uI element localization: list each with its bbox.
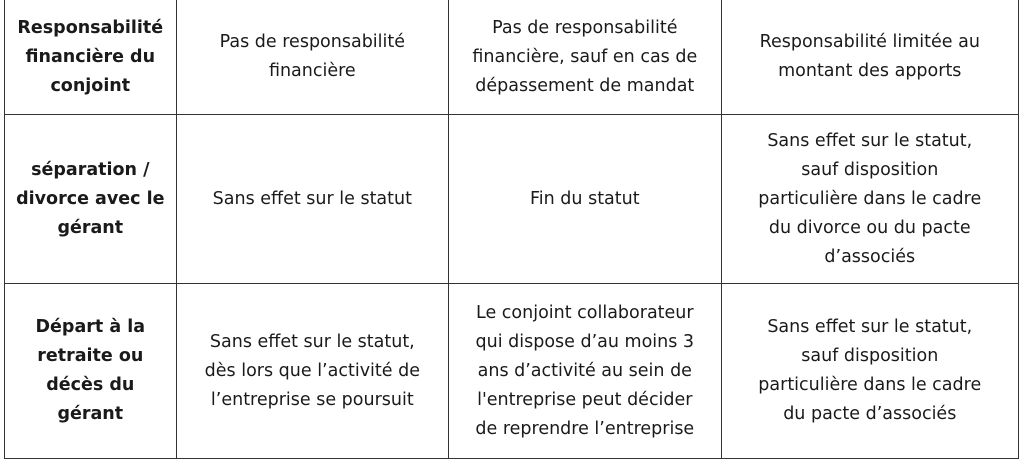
row-header: Responsabilité financière du conjoint <box>5 0 177 115</box>
table-cell: Sans effet sur le statut, sauf disposition particulière dans le cadre du pacte d’associés <box>721 284 1018 459</box>
table-row <box>5 0 1019 115</box>
table-cell: Responsabilité limitée au montant des apports <box>721 0 1018 115</box>
table-cell: Pas de responsabilité financière, sauf en cas de dépassement de mandat <box>449 0 721 115</box>
table-row <box>5 284 1019 459</box>
row-header: Départ à la retraite ou décès du gérant <box>5 284 177 459</box>
table-cell: Le conjoint collaborateur qui dispose d’au moins 3 ans d’activité au sein de l'entreprise peut décider de reprendre l’entreprise <box>449 284 721 459</box>
table-cell: Pas de responsabilité financière <box>176 0 448 115</box>
comparison-table <box>4 0 1019 459</box>
table-cell: Sans effet sur le statut <box>176 115 448 284</box>
table-cell: Sans effet sur le statut, dès lors que l’activité de l’entreprise se poursuit <box>176 284 448 459</box>
table-cell: Sans effet sur le statut, sauf disposition particulière dans le cadre du divorce ou du pacte d’associés <box>721 115 1018 284</box>
row-header: séparation / divorce avec le gérant <box>5 115 177 284</box>
table-cell: Fin du statut <box>449 115 721 284</box>
table-row <box>5 115 1019 284</box>
